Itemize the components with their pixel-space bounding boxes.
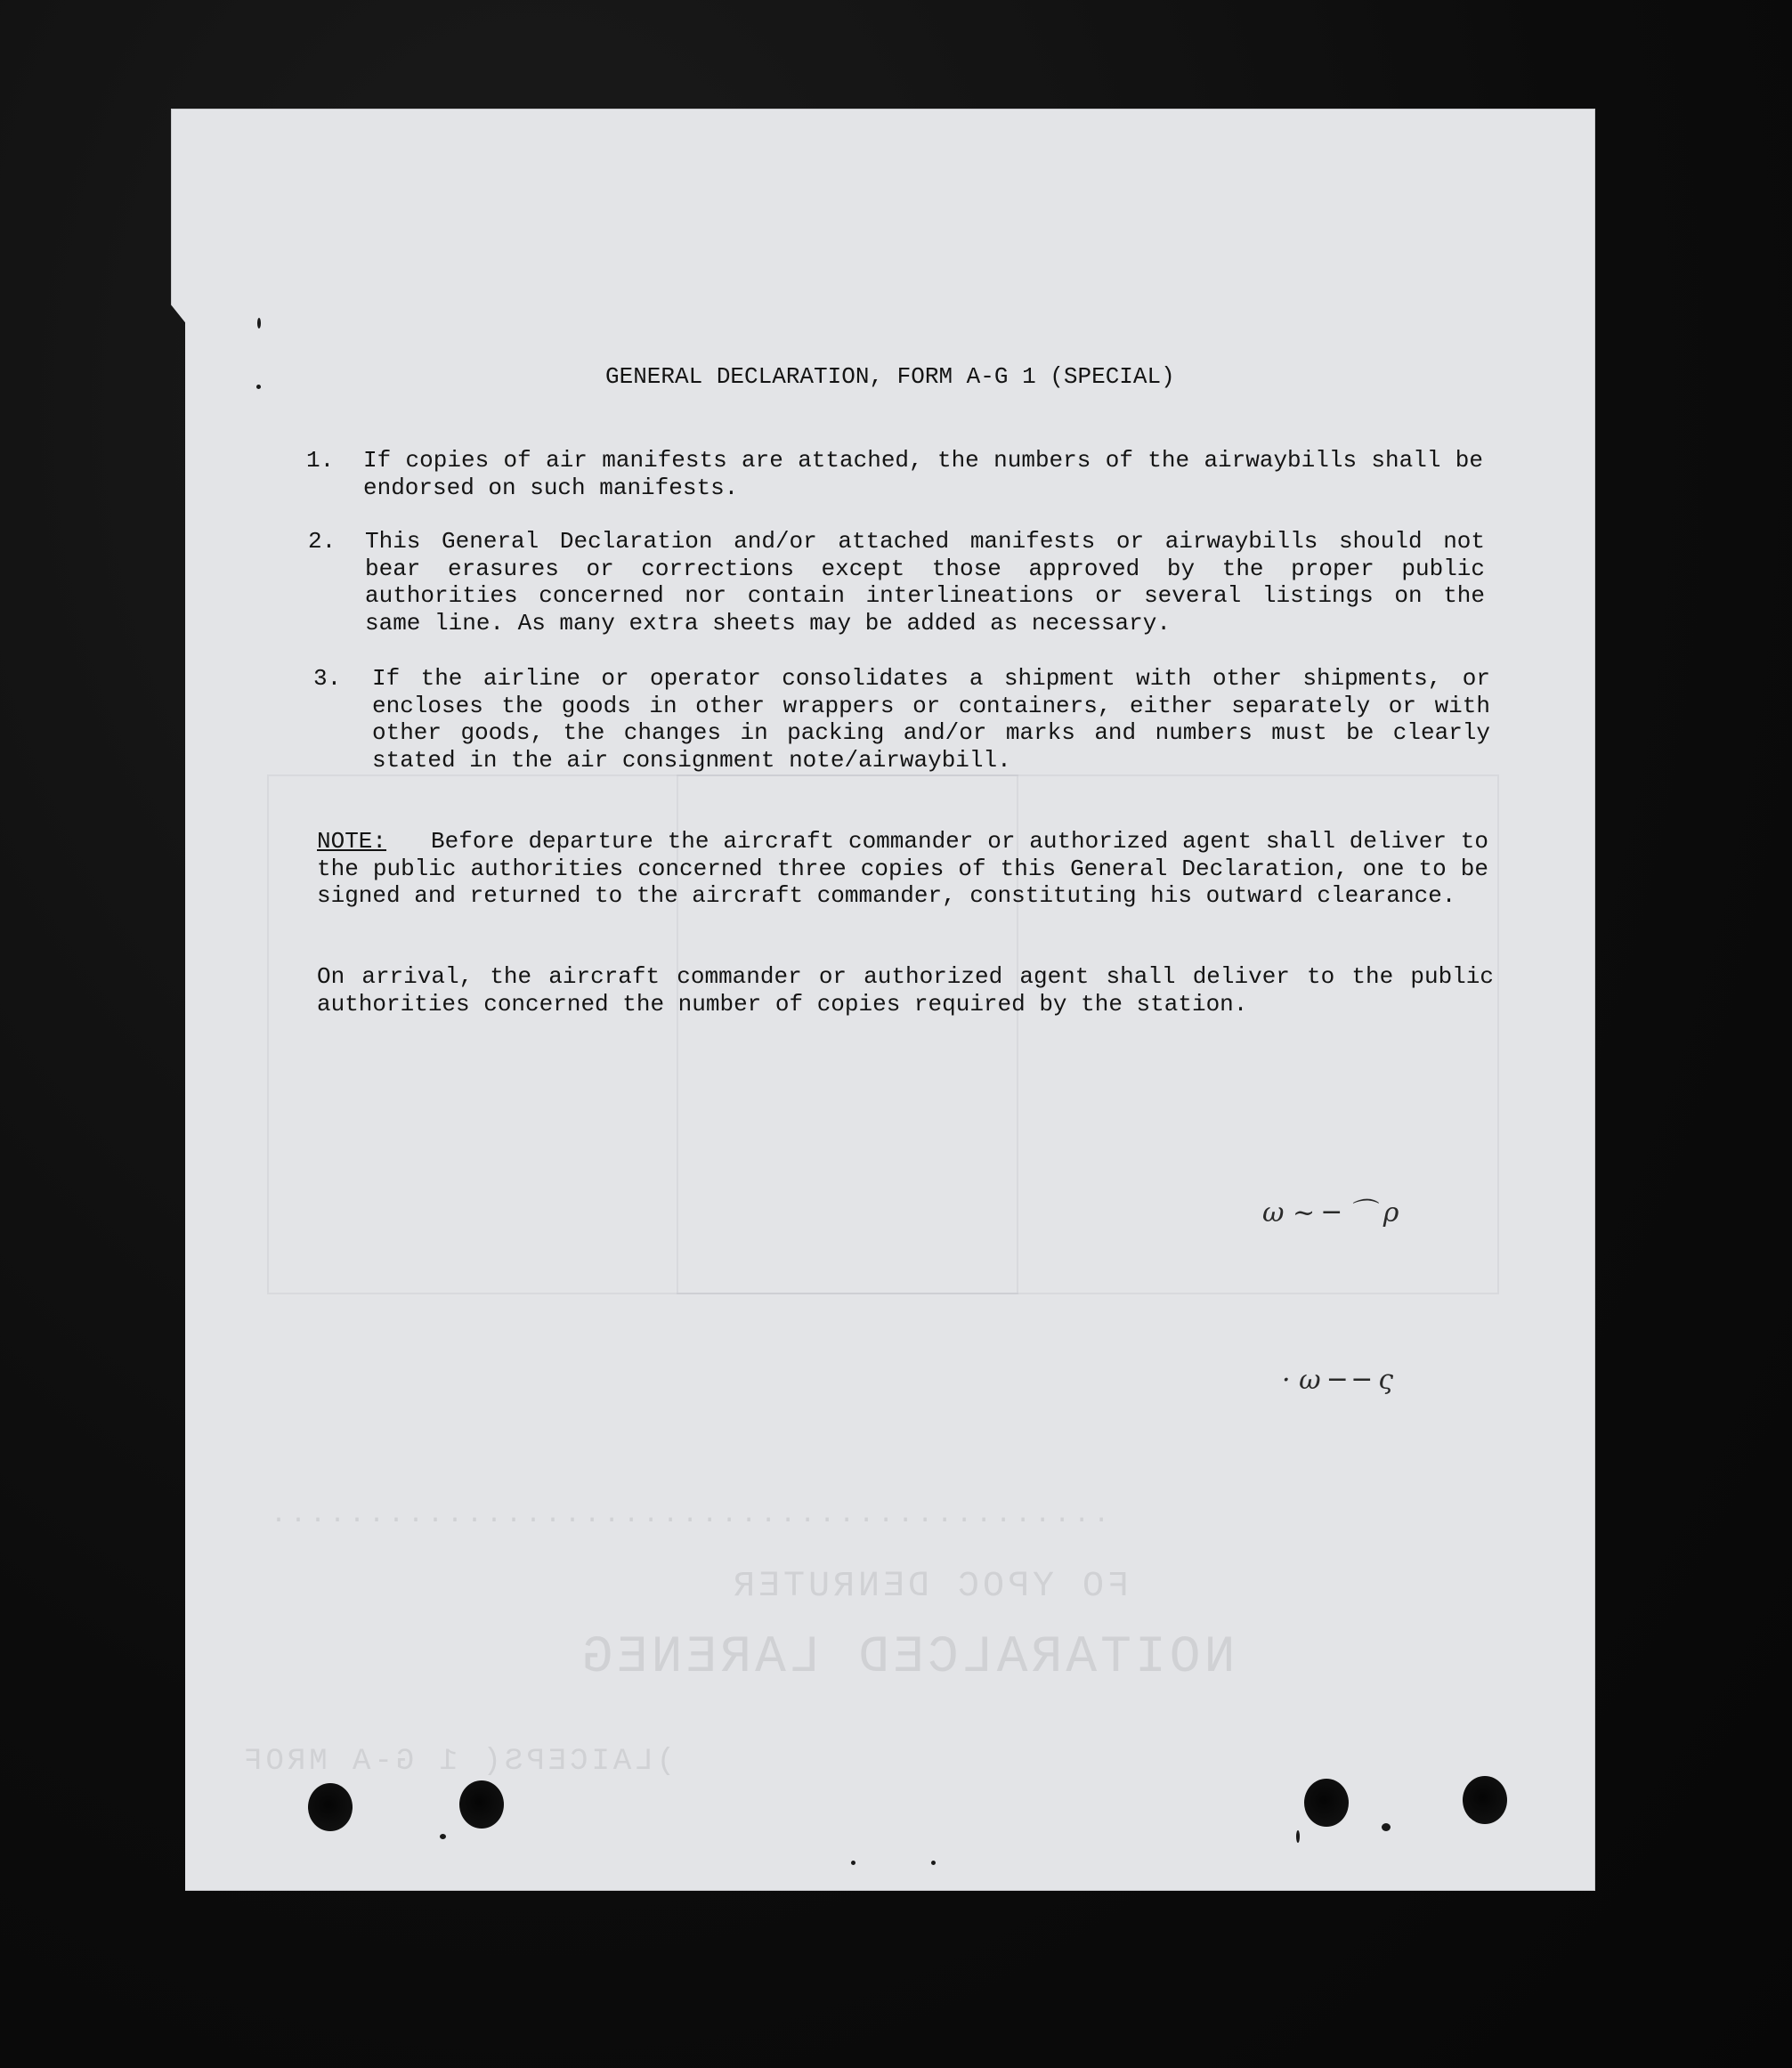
ghost-form-number: )LAICEPS( 1 G-A MROF — [240, 1745, 676, 1779]
speck — [257, 318, 261, 328]
note-paragraph — [317, 828, 1488, 910]
punch-hole-2 — [459, 1780, 504, 1829]
speck — [931, 1861, 936, 1865]
punch-hole-1 — [308, 1783, 353, 1831]
speck — [1382, 1823, 1391, 1831]
speck — [256, 385, 261, 389]
ghost-heading: NOITARALCED LARENEG — [579, 1629, 1236, 1687]
arrival-paragraph: On arrival, the aircraft commander or authorized agent shall deliver to the public authorities concerned the number of copies required by the station. — [317, 963, 1494, 1018]
ghost-line: ........................................... — [267, 1500, 1110, 1530]
ghost-subheading: FO YPOC DENRUTER — [730, 1567, 1130, 1607]
handwritten-mark-1: ω ~ ─ ⌒ ρ — [1262, 1197, 1399, 1229]
speck — [440, 1834, 446, 1839]
item-3-number: 3. — [313, 665, 342, 692]
item-1-text: If copies of air manifests are attached, the numbers of the airwaybills shall be endorsed on such manifests. — [363, 447, 1483, 501]
item-2-number: 2. — [308, 528, 337, 555]
handwritten-mark-2: · ω ─ ─ ς — [1282, 1365, 1394, 1396]
note-text: Before departure the aircraft commander or authorized agent shall deliver to the public authorities concerned three copies of this General Declaration, one to be signed and returned to the aircraft commander, constituting his outward clearance. — [317, 828, 1488, 909]
punch-hole-4 — [1463, 1776, 1507, 1824]
speck — [851, 1861, 855, 1865]
item-2-text: This General Declaration and/or attached manifests or airwaybills should not bear erasures or corrections except those approved by the proper public authorities concerned nor contain interlineations or several listings on the same line. As many extra sheets may be added as necessary. — [365, 528, 1485, 637]
note-label: NOTE: — [317, 828, 387, 855]
document-title: GENERAL DECLARATION, FORM A-G 1 (SPECIAL) — [605, 363, 1175, 390]
speck — [1296, 1830, 1300, 1843]
item-1-number: 1. — [306, 447, 335, 474]
punch-hole-3 — [1304, 1779, 1349, 1827]
item-3-text: If the airline or operator consolidates a shipment with other shipments, or encloses the goods in other wrappers or containers, either separately or with other goods, the changes in packing and/or marks and numbers must be clearly stated in the air consignment note/airwaybill. — [372, 665, 1490, 774]
